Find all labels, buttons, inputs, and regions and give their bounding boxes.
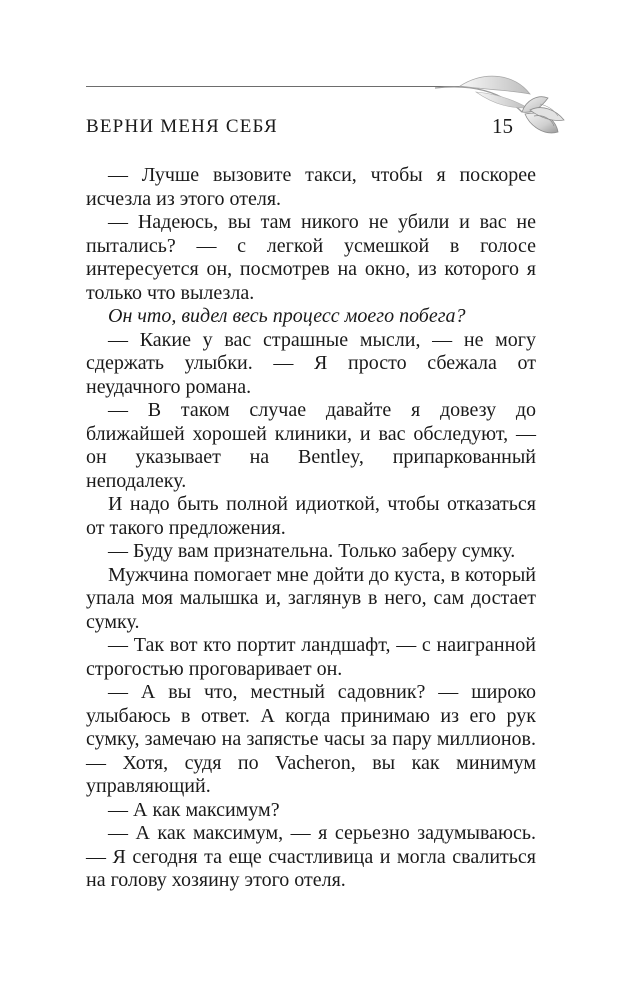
paragraph: — А как максимум? [108, 798, 280, 821]
paragraph: — Лучше вызовите такси, чтобы я поскорее исчезла из этого отеля. [86, 164, 536, 210]
paragraph: И надо быть полной идиоткой, чтобы отказаться от такого предложения. [86, 493, 536, 539]
paragraph: — Надеюсь, вы там никого не убили и вас не пытались? — с легкой усмешкой в голосе интересуется он, посмотрев на окно, из которого я только что вылезла. [86, 211, 536, 304]
body-text [86, 164, 536, 893]
paragraph-italic-thought: Он что, видел весь процесс моего побега? [108, 305, 466, 327]
paragraph: — Так вот кто портит ландшафт, — с наигранной строгостью проговаривает он. [86, 634, 536, 680]
running-head-title: ВЕРНИ МЕНЯ СЕБЯ [86, 116, 278, 137]
page-number: 15 [492, 114, 513, 138]
paragraph: Мужчина помогает мне дойти до куста, в который упала моя малышка и, заглянув в него, сам достает сумку. [86, 563, 536, 633]
paragraph: — Какие у вас страшные мысли, — не могу сдержать улыбки. — Я просто сбежала от неудачного романа. [86, 328, 536, 398]
paragraph: — А как максимум, — я серьезно задумываюсь. — Я сегодня та еще счастливица и могла свалиться на голову хозяину этого отеля. [86, 822, 536, 891]
paragraph: — А вы что, местный садовник? — широко улыбаюсь в ответ. А когда принимаю из его рук сумку, замечаю на запястье часы за пару миллионов. — Хотя, судя по Vacheron, вы как минимум управляющий. [86, 681, 536, 797]
paragraph: — Буду вам признательна. Только заберу сумку. [108, 540, 516, 562]
header-rule [86, 86, 466, 87]
paragraph: — В таком случае давайте я довезу до ближайшей хорошей клиники, и вас обследуют, — он указывает на Bentley, припаркованный неподалеку. [86, 399, 536, 492]
